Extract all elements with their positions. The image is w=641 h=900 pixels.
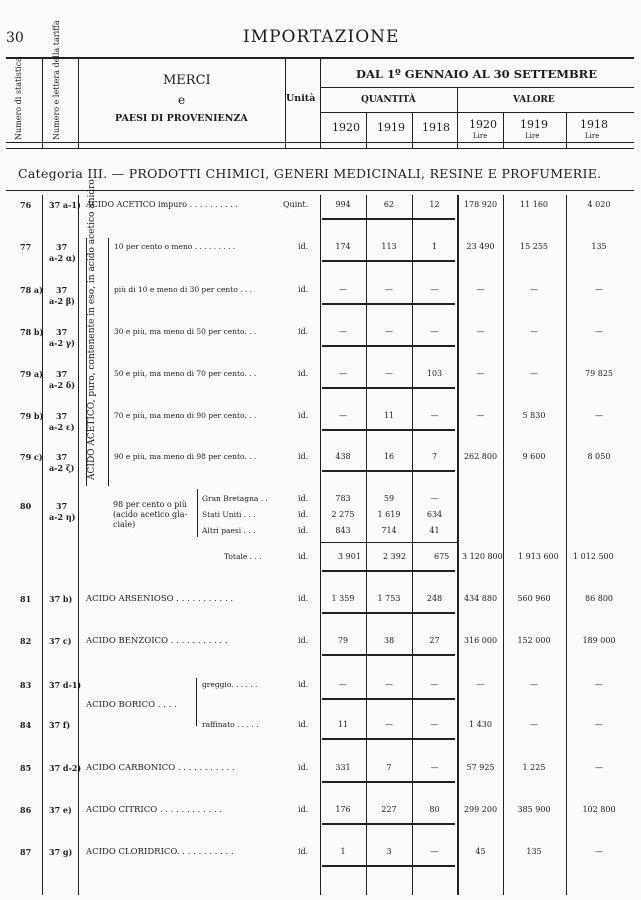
row-q20: — <box>339 327 347 336</box>
row-stat: 77 <box>20 242 32 252</box>
total-v19: 1 913 600 <box>518 552 559 561</box>
row-unit: id. <box>298 494 309 503</box>
header-sep <box>42 58 43 148</box>
row-rule <box>322 303 455 305</box>
row-stat: 87 <box>20 847 32 857</box>
row-v20: — <box>476 327 485 336</box>
col-sep <box>42 195 43 895</box>
row-v19: 385 900 <box>517 805 551 814</box>
row-stat: 78 b) <box>20 327 44 337</box>
row-v19: 15 255 <box>520 242 548 251</box>
row-v18: — <box>595 847 603 856</box>
header-stat-label: Numero di statistica <box>14 57 23 140</box>
col-sep <box>366 195 367 895</box>
row-v20: 316 000 <box>463 636 498 645</box>
row-v20: 45 <box>475 847 486 856</box>
category-rule <box>6 190 634 191</box>
page-number: 30 <box>6 30 24 46</box>
header-unit: Unità <box>286 93 316 104</box>
row-v19: 9 600 <box>522 452 546 461</box>
header-sep <box>320 58 321 148</box>
header-sep <box>503 112 504 148</box>
row-v20: 57 925 <box>466 763 495 772</box>
row-rule <box>322 781 455 783</box>
row-tariff: 37 <box>56 411 68 421</box>
row-desc: 70 e più, ma meno di 90 per cento. . . <box>114 411 257 420</box>
header-sep <box>457 87 458 148</box>
row-tariff: 37 <box>56 452 68 462</box>
header-paesi: PAESI DI PROVENIENZA <box>115 113 248 124</box>
row-v19: — <box>530 327 538 336</box>
col-sep <box>412 195 413 895</box>
row-rule <box>322 429 455 431</box>
row-q19: 227 <box>381 805 397 814</box>
row-desc: greggio. . . . . . <box>202 680 258 689</box>
row-q20: 2 275 <box>331 510 355 519</box>
row-stat: 79 b) <box>20 411 44 421</box>
row-q18: 634 <box>426 510 443 519</box>
row-desc: ACIDO ARSENIOSO . . . . . . . . . . . <box>86 594 234 604</box>
country-bracket <box>197 489 198 537</box>
row-v18: 135 <box>591 242 607 251</box>
row-q18: 27 <box>429 636 440 645</box>
row-q18: — <box>430 494 439 503</box>
row-tariff: 37 <box>56 501 68 511</box>
row-unit: id. <box>298 763 309 772</box>
col-sep <box>566 195 567 895</box>
header-sep <box>366 112 367 148</box>
row-v18: 189 000 <box>582 636 616 645</box>
total-q18: 675 <box>434 552 450 561</box>
row-rule <box>322 738 455 740</box>
row-desc: raffinato . . . . . <box>202 720 259 729</box>
row-v20: 434 880 <box>463 594 498 603</box>
row-rule <box>322 345 455 347</box>
total-q19: 2 392 <box>383 552 406 561</box>
header-double-rule <box>6 148 634 149</box>
row-q19: 38 <box>383 636 395 645</box>
row-unit: id. <box>298 242 309 251</box>
row-v20: 178 920 <box>463 200 498 209</box>
row-q19: 11 <box>383 411 395 420</box>
row-v18: 102 800 <box>582 805 616 814</box>
subtotal-rule <box>320 542 457 543</box>
row-v20: — <box>476 680 485 689</box>
row-v18: — <box>595 411 603 420</box>
category-heading: Categoria III. — PRODOTTI CHIMICI, GENERI MEDICINALI, RESINE E PROFUMERIE. <box>18 166 602 181</box>
row-q18: — <box>430 285 439 294</box>
row-q20: 1 359 <box>331 594 355 603</box>
row-desc: 30 e più, ma meno di 50 per cento. . . <box>114 327 257 336</box>
row-tariff: 37 e) <box>49 805 72 815</box>
header-value: VALORE <box>513 95 555 105</box>
row-q19: 1 753 <box>377 594 401 603</box>
row-q20: 79 <box>337 636 349 645</box>
row-tariff: 37 <box>56 327 68 337</box>
row80-desc: (acido acetico gla- <box>113 510 188 519</box>
row-unit: id. <box>298 720 309 729</box>
row-v20: 23 490 <box>466 242 495 251</box>
header-period-rule <box>320 87 634 88</box>
col-sep <box>503 195 504 895</box>
country-name: Gran Bretagna . . <box>202 494 268 503</box>
row-v20: 262 800 <box>463 452 498 461</box>
total-label: Totale . . . <box>224 552 262 561</box>
row-tariff: 37 <box>56 285 68 295</box>
row-unit: id. <box>298 510 309 519</box>
borico-bracket <box>196 678 197 726</box>
row-tariff: 37 <box>56 369 68 379</box>
total-v18: 1 012 500 <box>573 552 614 561</box>
row-tariff: 37 d-2) <box>49 763 82 773</box>
row-q18: 7 <box>431 452 438 461</box>
row-tariff-sub: a-2 γ) <box>49 338 75 348</box>
row-q19: 3 <box>386 847 392 856</box>
row-desc: 50 e più, ma meno di 70 per cento. . . <box>114 369 257 378</box>
group-bracket <box>108 238 109 486</box>
row-q18: 248 <box>426 594 443 603</box>
row-unit: id. <box>298 847 309 856</box>
row-tariff-sub: a-2 β) <box>49 296 75 306</box>
header-lire: Lire <box>525 132 540 140</box>
header-period: DAL 1º GENNAIO AL 30 SETTEMBRE <box>356 67 598 81</box>
row-q20: 438 <box>335 452 351 461</box>
row-v18: — <box>595 285 603 294</box>
row-q20: — <box>339 411 347 420</box>
row-q20: 174 <box>335 242 351 251</box>
row-rule <box>322 570 455 572</box>
header-tariff-label: Numero e lettera della tariffa <box>52 20 61 140</box>
row-stat: 79 a) <box>20 369 43 379</box>
row-unit: id. <box>298 327 309 336</box>
header-year-v: 1920 <box>469 118 497 131</box>
row-q20: 1 <box>340 847 346 856</box>
row-tariff: 37 c) <box>49 636 72 646</box>
row-q19: 1 619 <box>377 510 401 519</box>
row-tariff-sub: a-2 α) <box>49 253 76 263</box>
row-q19: 62 <box>383 200 395 209</box>
row-stat: 78 a) <box>20 285 43 295</box>
row-rule <box>322 218 455 220</box>
row-tariff: 37 f) <box>49 720 71 730</box>
row-rule <box>322 470 455 472</box>
row-desc: 10 per cento o meno . . . . . . . . . <box>114 242 236 251</box>
header-year-v: 1919 <box>520 118 548 131</box>
row-q19: 113 <box>381 242 397 251</box>
row-desc: ACIDO CLORIDRICO. . . . . . . . . . . <box>86 847 234 857</box>
row-tariff: 37 b) <box>49 594 73 604</box>
row-v18: 4 020 <box>587 200 611 209</box>
row-unit: id. <box>298 805 309 814</box>
row-stat: 85 <box>20 763 32 773</box>
row-v18: 79 825 <box>585 369 613 378</box>
row-v19: 152 000 <box>517 636 551 645</box>
row-q19: 714 <box>381 526 397 535</box>
header-year-q: 1918 <box>422 121 450 134</box>
row-v18: 86 800 <box>585 594 613 603</box>
row-q18: 12 <box>429 200 440 209</box>
row-v19: — <box>530 680 538 689</box>
header-subgroup-rule <box>320 112 634 113</box>
row-q20: — <box>339 369 347 378</box>
header-sep <box>78 58 79 148</box>
row-desc: 90 e più, ma meno di 98 per cento. . . <box>114 452 257 461</box>
row-q18: — <box>430 720 439 729</box>
row-v19: 560 960 <box>517 594 551 603</box>
header-quantity: QUANTITÀ <box>361 95 416 105</box>
row-tariff-sub: a-2 ζ) <box>49 463 75 473</box>
row-unit: id. <box>298 285 309 294</box>
row-q20: 176 <box>335 805 351 814</box>
header-lire: Lire <box>473 132 488 140</box>
total-q20: 3 901 <box>338 552 361 561</box>
row-q20: 843 <box>335 526 351 535</box>
row-v19: 11 160 <box>520 200 548 209</box>
row-unit: id. <box>298 526 309 535</box>
total-unit: id. <box>298 552 309 561</box>
row-q19: — <box>385 720 393 729</box>
row-q18: 103 <box>426 369 443 378</box>
row-q18: — <box>430 847 439 856</box>
row-v20: — <box>476 285 485 294</box>
row-q20: — <box>339 680 347 689</box>
row-q18: — <box>430 680 439 689</box>
row-q19: 7 <box>386 763 392 772</box>
row-v20: 299 200 <box>463 805 498 814</box>
row80-desc: 98 per cento o più <box>113 500 188 509</box>
acetico-group-label: ACIDO ACETICO, puro, contenente in eso, in acido acetico anidro <box>87 179 97 480</box>
row-rule <box>322 654 455 656</box>
row-q20: 783 <box>335 494 351 503</box>
row-stat: 79 c) <box>20 452 43 462</box>
header-sep <box>412 112 413 148</box>
header-e: e <box>178 93 186 107</box>
row-unit: id. <box>298 452 309 461</box>
row-q19: — <box>385 680 393 689</box>
row-tariff: 37 a-1) <box>49 200 81 210</box>
row-q18: 41 <box>429 526 440 535</box>
row-q18: — <box>430 327 439 336</box>
row-desc: più di 10 e meno di 30 per cento . . . <box>114 285 253 294</box>
borico-group-label: ACIDO BORICO . . . . <box>86 700 177 710</box>
row-v18: — <box>595 763 603 772</box>
row-stat: 86 <box>20 805 32 815</box>
country-name: Stati Uniti . . . <box>202 510 256 519</box>
row-v18: — <box>595 680 603 689</box>
row-unit: id. <box>298 411 309 420</box>
row-tariff-sub: a-2 ε) <box>49 422 75 432</box>
row-rule <box>322 387 455 389</box>
row-stat: 76 <box>20 200 32 210</box>
row-q19: 59 <box>383 494 395 503</box>
row-v19: — <box>530 285 538 294</box>
row-q20: 994 <box>335 200 351 209</box>
row-stat: 84 <box>20 720 32 730</box>
row-desc: ACIDO CITRICO . . . . . . . . . . . . <box>86 805 223 815</box>
row-q19: — <box>385 369 393 378</box>
row-v19: — <box>530 369 538 378</box>
row-rule <box>322 612 455 614</box>
row-desc: ACIDO BENZOICO . . . . . . . . . . . <box>86 636 228 646</box>
row-q18: — <box>430 763 439 772</box>
header-sep <box>566 112 567 148</box>
row-q20: 331 <box>335 763 351 772</box>
row-v19: 1 225 <box>522 763 546 772</box>
row-q19: 16 <box>383 452 395 461</box>
row-rule <box>322 865 455 867</box>
header-merci: MERCI <box>163 73 211 88</box>
total-v20: 3 120 800 <box>462 552 503 561</box>
row-stat: 81 <box>20 594 32 604</box>
row-q19: — <box>385 327 393 336</box>
row-rule <box>322 260 455 262</box>
row-q18: — <box>430 411 439 420</box>
row-v18: 8 050 <box>587 452 611 461</box>
row-q20: — <box>339 285 347 294</box>
col-sep <box>457 195 459 895</box>
row-unit: Quint. <box>283 200 309 209</box>
header-year-v: 1918 <box>580 118 608 131</box>
row-q19: — <box>385 285 393 294</box>
row-q20: 11 <box>337 720 349 729</box>
row-rule <box>322 823 455 825</box>
row-q18: 80 <box>429 805 440 814</box>
header-year-q: 1919 <box>377 121 405 134</box>
row-desc: ACIDO ACETICO impuro . . . . . . . . . . <box>86 200 238 209</box>
row-v19: — <box>530 720 538 729</box>
row-rule <box>322 698 455 700</box>
row-v20: — <box>476 411 485 420</box>
page-title: IMPORTAZIONE <box>243 27 400 47</box>
header-lire: Lire <box>585 132 600 140</box>
row-v18: — <box>595 720 603 729</box>
country-name: Altri paesi . . . <box>202 526 256 535</box>
row-unit: id. <box>298 594 309 603</box>
row-unit: id. <box>298 369 309 378</box>
row80-desc: ciale) <box>113 520 136 529</box>
row-v20: — <box>476 369 485 378</box>
col-sep <box>320 195 321 895</box>
row-unit: id. <box>298 636 309 645</box>
row-desc: ACIDO CARBONICO . . . . . . . . . . . <box>86 763 235 773</box>
row-stat: 80 <box>20 501 32 511</box>
row-tariff: 37 g) <box>49 847 73 857</box>
row-tariff-sub: a-2 δ) <box>49 380 75 390</box>
row-unit: id. <box>298 680 309 689</box>
row-tariff: 37 d-1) <box>49 680 82 690</box>
row-v19: 5 830 <box>522 411 546 420</box>
row-q18: 1 <box>431 242 438 251</box>
row-stat: 83 <box>20 680 32 690</box>
row-v19: 135 <box>526 847 542 856</box>
row-stat: 82 <box>20 636 32 646</box>
col-sep <box>78 195 79 895</box>
row-tariff-sub: a-2 η) <box>49 512 76 522</box>
header-year-q: 1920 <box>332 121 360 134</box>
row-v18: — <box>595 327 603 336</box>
row-tariff: 37 <box>56 242 68 252</box>
row-v20: 1 430 <box>469 720 492 729</box>
